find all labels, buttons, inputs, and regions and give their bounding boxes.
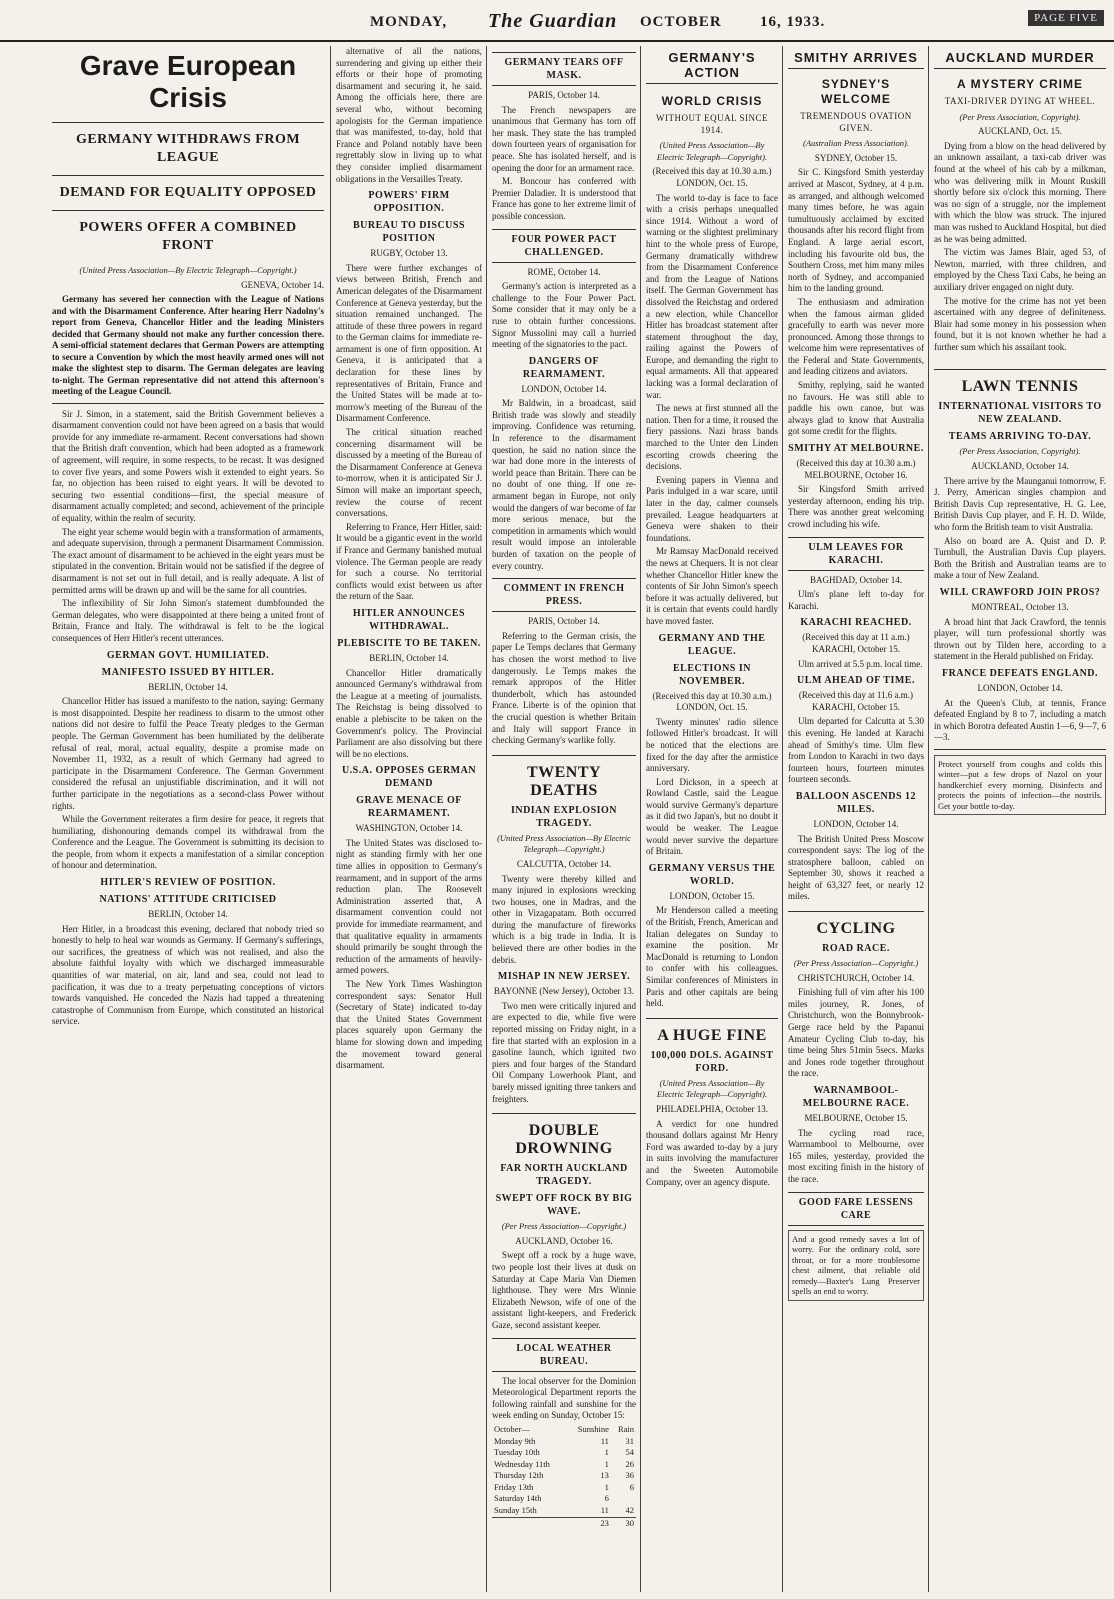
subheading: SWEPT OFF ROCK BY BIG WAVE. — [495, 1193, 633, 1218]
subheading: WITHOUT EQUAL SINCE 1914. — [656, 113, 768, 135]
masthead-title: The Guardian — [488, 10, 618, 32]
dateline: LONDON, October 15. — [669, 890, 755, 901]
dateline: AUCKLAND, October 14. — [971, 461, 1069, 472]
column-rule — [782, 46, 783, 1592]
dateline: LONDON, October 14. — [977, 682, 1063, 693]
subheading: SYDNEY'S WELCOME — [821, 77, 891, 106]
subheading: TREMENDOUS OVATION GIVEN. — [800, 111, 912, 133]
article-paragraph: Evening papers in Vienna and Paris indulged in a war scare, until later in the day, calmer counsels prevailed. League headquarters at Geneva were shaken to their foundations. — [646, 474, 778, 543]
article-paragraph: A verdict for one hundred thousand dollars against Mr Henry Ford was awarded to-day by a jury in suits involving the manufacturer and the Sweeten Automobile Company, over an agency dispute. — [646, 1118, 778, 1187]
table-cell: 1 — [604, 1458, 609, 1469]
dateline: LONDON, October 14. — [521, 383, 607, 394]
article-paragraph: Also on board are A. Quist and D. P. Turnbull, the Australian Davis Cup players. Both the British and Australian teams are to make a tour of New Zealand. — [934, 535, 1106, 581]
dateline: WASHINGTON, October 14. — [355, 823, 463, 834]
headline-huge-fine: A HUGE FINE — [646, 1018, 778, 1045]
subheading: INTERNATIONAL VISITORS TO NEW ZEALAND. — [938, 401, 1102, 426]
section-heading: POWERS' FIRM OPPOSITION. — [368, 190, 450, 215]
credit: (Per Press Association, Copyright). — [959, 111, 1081, 122]
headline-double-drowning: DOUBLE DROWNING — [492, 1113, 636, 1158]
article-paragraph: The local observer for the Dominion Meteorological Department reports the following rainfall and sunshine for the week ending on Sunday, October 15: — [492, 1375, 636, 1421]
headline-twenty-deaths: TWENTY DEATHS — [492, 755, 636, 800]
dateline: PHILADELPHIA, October 13. — [656, 1103, 768, 1114]
dateline: PARIS, October 14. — [528, 616, 600, 627]
column-6 — [934, 46, 1106, 1592]
section-heading: GERMANY AND THE LEAGUE. — [658, 632, 766, 657]
section-heading: GERMAN GOVT. HUMILIATED. — [106, 649, 270, 661]
lead-dateline: GENEVA, October 14. — [241, 279, 324, 290]
table-cell: 30 — [625, 1517, 634, 1528]
table-cell — [611, 1493, 636, 1505]
section-heading: BALLOON ASCENDS 12 MILES. — [795, 790, 917, 815]
section-subheading: GRAVE MENACE OF REARMAMENT. — [356, 795, 462, 820]
masthead-date: 16, 1933. — [760, 14, 826, 30]
article-paragraph: Twenty were thereby killed and many injured in explosions wrecking two houses, one in Madras, and the other in Vizagapatam. Both occurred during the manufacture of fireworks which is a big trade in India. It is believed there are other bodies in the debris. — [492, 873, 636, 965]
advertisement: And a good remedy saves a lot of worry. For the ordinary cold, sore throat, or for a more troublesome chest ailment, that reliable old remedy—Baxter's Lung Preserver spells an end to worry. — [788, 1230, 924, 1301]
dateline: AUCKLAND, October 16. — [515, 1235, 613, 1246]
divider — [934, 749, 1106, 750]
section-heading: MISHAP IN NEW JERSEY. — [497, 971, 631, 983]
subheading: INDIAN EXPLOSION TRAGEDY. — [510, 804, 618, 829]
table-cell: 1 — [604, 1481, 609, 1492]
table-header: October— — [494, 1423, 530, 1434]
table-cell: Friday 13th — [494, 1481, 534, 1492]
dateline: LONDON, October 14. — [813, 818, 899, 829]
table-cell: 42 — [625, 1505, 634, 1516]
subheading: A MYSTERY CRIME — [957, 77, 1083, 91]
article-paragraph: Swept off a rock by a huge wave, two people lost their lives at dusk on Saturday at Cape Maria Van Diemen lighthouse. They were Mrs Winnie Elizabeth Newson, wife of one of the assistant light-keepers, and Frederick Gaze, second assistant keeper. — [492, 1250, 636, 1330]
dateline: RUGBY, October 13. — [370, 248, 448, 259]
article-paragraph: The United States was disclosed to-night as standing firmly with her one time allies in opposition to Germany's rearmament, and in support of the arms reduction plan. The Roosevelt Administration asserted that, A disarmament convention could not provide for immediate rearmament, and that qualitative equality in armaments should primarily be sought through the reduction of the armaments of heavily-armed powers. — [336, 837, 482, 976]
dateline: CHRISTCHURCH, October 14. — [797, 972, 915, 983]
advertisement: Protect yourself from coughs and colds this winter—put a few drops of Nazol on your handkerchief every morning. Disinfects and protects the points of infection—the nostrils. Get your bottle to-day. — [934, 755, 1106, 816]
article-paragraph: The enthusiasm and admiration when the famous airman glided gracefully to earth was never more pronounced. Among those throngs to welcome him were representatives of the Federal and State Governments, and leading citizens and aviators. — [788, 296, 924, 377]
lead-credit: (United Press Association—By Electric Telegraph—Copyright.) — [79, 265, 297, 275]
dateline: MONTREAL, October 13. — [971, 602, 1069, 612]
section-heading: HITLER ANNOUNCES WITHDRAWAL. — [352, 607, 466, 632]
article-paragraph: Ulm arrived at 5.5 p.m. local time. — [798, 658, 923, 669]
credit: (United Press Association—By Electric Telegraph—Copyright.) — [497, 832, 631, 855]
article-paragraph: Germany's action is interpreted as a challenge to the Four Power Pact. Some consider that it may only be a ruse to obtain further concessions. Signor Mussolini may call a hurried meeting of the signatories to the pact. — [492, 281, 636, 350]
table-cell: Thursday 12th — [494, 1470, 544, 1481]
weather-table — [492, 1424, 636, 1529]
page-number: PAGE FIVE — [1028, 10, 1104, 26]
dateline: BERLIN, October 14. — [148, 909, 228, 920]
dateline: PARIS, October 14. — [528, 90, 600, 100]
section-heading: GERMANY VERSUS THE WORLD. — [648, 862, 776, 887]
masthead-month: OCTOBER — [640, 14, 722, 30]
column-5 — [788, 46, 924, 1592]
dateline: (Received this day at 11 a.m.) KARACHI, October 15. — [802, 632, 910, 654]
advertisement-heading: GOOD FARE LESSENS CARE — [788, 1192, 924, 1226]
table-row — [492, 1470, 636, 1482]
article-paragraph: Sir Kingsford Smith arrived yesterday afternoon, ending his trip. There was another great welcoming crowd including his wife. — [788, 484, 924, 529]
credit: (Per Press Association—Copyright.) — [501, 1221, 627, 1232]
table-cell: Tuesday 10th — [494, 1447, 540, 1458]
table-row — [492, 1436, 636, 1448]
table-row — [492, 1447, 636, 1459]
dateline: (Received this day at 10.30 a.m.) MELBOURNE, October 16. — [796, 458, 916, 480]
lead-story — [52, 46, 324, 1592]
headline-cycling: CYCLING — [788, 911, 924, 938]
dateline: ROME, October 14. — [527, 266, 601, 277]
column-rule — [928, 46, 929, 1592]
section-subheading: PLEBISCITE TO BE TAKEN. — [337, 637, 481, 649]
article-paragraph: There were further exchanges of views between British, French and American delegates of the Disarmament Conference at Geneva yesterday, but the situation remained unchanged. The attitude of these three powers in regard to the German claims for immediate re-armament is one of firm opposition. At Geneva, it is anticipated that a declaration for these lines by representatives of Britain, France and the United States will be made at to-morrow's meeting of the Bureau of the Disarmament Conference. — [336, 262, 482, 424]
article-paragraph: Mr Baldwin, in a broadcast, said British trade was slowly and steadily improving. Confidence was returning. In reference to the disarmament question, he said no nation since the war had done more in the interests of world peace than Britain. There can be no doubt of one thing. If one re-armament began in Europe, not only would the dangers of war become of far more serious menace, but the competition in armaments which would result would impose an intolerable burden of taxation on the people of every country. — [492, 398, 636, 571]
table-row — [492, 1493, 636, 1505]
article-paragraph: Twenty minutes' radio silence followed Hitler's broadcast. It will be noticed that the elections are fixed for the day after the armistice anniversary. — [646, 716, 778, 774]
headline-auckland-murder: AUCKLAND MURDER — [934, 50, 1106, 69]
article-paragraph: The victim was James Blair, aged 53, of Newton, married, with three children, and employed by the Chess Taxi Cabs, he being an auxiliary driver engaged on night duty. — [934, 247, 1106, 292]
article-paragraph: Lord Dickson, in a speech at Rowland Castle, said the League would survive Germany's departure as it did two Japan's, but no doubt it would be weaker. The League would never survive the departure of Britain. — [646, 776, 778, 857]
column-3 — [492, 46, 636, 1592]
dateline: BAGHDAD, October 14. — [810, 574, 902, 585]
lead-paragraph: While the Government reiterates a firm desire for peace, it regrets that humiliating, dishonouring demands compel its withdrawal from the Conference and the League. The Government is submitting its decision to the people, from whom it expects a manifestation of a similar conception of honour and determination. — [52, 814, 324, 871]
article-paragraph: The news at first stunned all the nation. Then for a time, it roused the fiery passions. Nazi brass bands marched to the Unter den Linden escorting crowds cheering the decisions. — [646, 403, 778, 472]
section-heading: SMITHY AT MELBOURNE. — [788, 443, 924, 455]
article-paragraph: Referring to France, Herr Hitler, said: It would be a gigantic event in the world if France and Germany banished mutual violence. The German people are ready for such a course. No territorial conflicts would exist between us after the return of the Saar. — [336, 521, 482, 602]
subheading: WORLD CRISIS — [661, 94, 763, 108]
dateline: BAYONNE (New Jersey), October 13. — [493, 986, 635, 997]
credit: (United Press Association—By Electric Telegraph—Copyright). — [656, 140, 768, 162]
article-paragraph: Two men were critically injured and are expected to die, while five were reported missing on Friday night, in a fire that started with an explosion in a gasoline launch, which ignited two piers and four barges of the Standard Oil Company Lowerhook Plant, and barely missed igniting three tankers and freighters. — [492, 1000, 636, 1104]
table-cell: 6 — [629, 1481, 634, 1492]
article-paragraph: At the Queen's Club, at tennis, France defeated England by 8 to 7, including a match in which Borotra defeated Austin 1—6, 9—7, 6—3. — [934, 697, 1106, 743]
dateline: BERLIN, October 14. — [148, 681, 228, 692]
section-heading: FRANCE DEFEATS ENGLAND. — [941, 667, 1099, 679]
article-paragraph: The French newspapers are unanimous that Germany has torn off her mask. They state the has trampled down fourteen years of organisation for peace. She has isolated herself, and is opening the door for an armament race. — [492, 104, 636, 173]
article-paragraph: Finishing full of vim after his 100 miles journey, R. Jones, of Christchurch, won the Bonnybrook-Gerge race held by the Papanui Amateur Cycling Club to-day, his time being 5hrs 51min 5secs. Marks and Jones rode together throughout the race. — [788, 987, 924, 1079]
section-heading: GERMANY TEARS OFF MASK. — [492, 52, 636, 86]
article-paragraph: alternative of all the nations, surrendering and giving up either their efforts or their hope of promoting disarmament and securing it, he said. Among the officials here, there are several who, without becoming apologists for the German impatience that was manifested, to-day, hold that France and Poland notably have been regrettably slow in living up to what they consider implied disarmament obligations in the Versailles Treaty. — [336, 46, 482, 184]
table-cell: 26 — [625, 1458, 634, 1469]
divider — [52, 403, 324, 404]
article-paragraph: M. Boncour has conferred with Premier Daladier. It is understood that France has gone to her extreme limit of possible concession. — [492, 176, 636, 221]
subheading: ROAD RACE. — [822, 943, 890, 955]
article-paragraph: Dying from a blow on the head delivered by an unknown assailant, a taxi-cab driver was found at the wheel of his cab by a milkman, who was delivering milk in Mount Ruskill shortly before six o'clock this morning. There was no sign of a struggle, nor the implement with which the blow was struck. The injured man was rushed to Auckland Hospital, but died as he was being admitted. — [934, 140, 1106, 244]
article-paragraph: The New York Times Washington correspondent says: Senator Hull (Secretary of State) indicated to-day that the United States Government places squarely upon Germany the blame for slowing down and impeding the movement toward general disarmament. — [336, 979, 482, 1071]
table-header: Sunshine — [577, 1423, 609, 1434]
table-cell: Saturday 14th — [494, 1493, 542, 1504]
subheading: TAXI-DRIVER DYING AT WHEEL. — [944, 96, 1096, 106]
section-heading: ULM LEAVES FOR KARACHI. — [788, 537, 924, 571]
lead-deck-3: POWERS OFFER A COMBINED FRONT — [52, 210, 324, 255]
lead-summary: Germany has severed her connection with the League of Nations and with the Disarmament Conference. After hearing Herr Nadolny's report from Geneva, Chancellor Hitler and the leading Ministers decided that Germany should not make any further concession there. A semi-official statement declares that German Powers are attempting to secure a Convention by which the most heavily armed ones will not make the slightest step to disarm. The German delegates are leaving to-night. The German representative did not attend this afternoon's meeting of the League Council. — [52, 294, 324, 397]
credit: (Per Press Association—Copyright.) — [793, 958, 919, 969]
article-paragraph: The British United Press Moscow correspondent says: The log of the stratosphere balloon, cabled on September 30, shows it reached a height of 63,327 feet, or nearly 12 miles. — [788, 833, 924, 902]
table-cell — [492, 1517, 567, 1529]
article-paragraph: The world to-day is face to face with a crisis perhaps unequalled since 1914. Without a word of warning or the slightest preliminary hint to the whole press of Europe, Germany dramatically withdrew from the Disarmament Conference and from the League of Nations itself. The German Government has dissolved the Reichstag and ordered a new election, while Chancellor Hitler has broadcast statement after statement throughout the day, railing against the Powers of Europe, and demanding the right to equal armaments. All that appeared lacking was a formal declaration of war. — [646, 192, 778, 400]
dateline: SYDNEY, October 15. — [814, 152, 898, 163]
table-cell: Sunday 15th — [494, 1505, 537, 1516]
table-row — [492, 1505, 636, 1517]
headline-smithy-arrives: SMITHY ARRIVES — [788, 50, 924, 69]
section-heading: ULM AHEAD OF TIME. — [797, 675, 915, 687]
dateline: AUCKLAND, Oct. 15. — [978, 126, 1062, 137]
section-heading: WARNAMBOOL-MELBOURNE RACE. — [802, 1085, 910, 1109]
table-cell: Monday 9th — [494, 1435, 536, 1446]
credit: (United Press Association—By Electric Telegraph—Copyright). — [656, 1077, 768, 1100]
masthead-day: MONDAY, — [370, 14, 448, 30]
table-total-row — [492, 1517, 636, 1529]
table-row — [492, 1482, 636, 1494]
table-cell: 1 — [604, 1447, 609, 1458]
article-paragraph: A broad hint that Jack Crawford, the tennis player, will turn professional shortly was thrown out by Tilden here, according to a statement in the Herald published on Friday. — [934, 616, 1106, 662]
column-rule — [330, 46, 331, 1592]
dateline: (Received this day at 10.30 a.m.) LONDON, Oct. 15. — [652, 690, 772, 713]
article-paragraph: The motive for the crime has not yet been ascertained with any degree of definiteness. Blair had some money in his possession when found, but it is not known whether he had a further sum which his assailant took. — [934, 295, 1106, 352]
section-subheading: ELECTIONS IN NOVEMBER. — [673, 662, 751, 687]
headline-germanys-action: GERMANY'S ACTION — [646, 50, 778, 84]
dateline: (Received this day at 10.30 a.m.) LONDON, Oct. 15. — [652, 166, 772, 188]
dateline: MELBOURNE, October 15. — [804, 1113, 908, 1123]
column-rule — [486, 46, 487, 1592]
subheading: 100,000 DOLS. AGAINST FORD. — [650, 1049, 774, 1074]
section-heading: DANGERS OF REARMAMENT. — [522, 355, 606, 380]
section-heading: HITLER'S REVIEW OF POSITION. — [100, 877, 276, 889]
subheading: FAR NORTH AUCKLAND TRAGEDY. — [500, 1163, 628, 1188]
section-heading: FOUR POWER PACT CHALLENGED. — [492, 229, 636, 263]
article-paragraph: The cycling road race, Warrnambool to Melbourne, over 165 miles, yesterday, provided the most exciting finish in the history of the race. — [788, 1127, 924, 1184]
table-cell: 6 — [604, 1493, 609, 1504]
section-subheading: NATIONS' ATTITUDE CRITICISED — [99, 894, 277, 906]
article-paragraph: Ulm's plane left to-day for Karachi. — [788, 589, 924, 611]
column-2 — [336, 46, 482, 1592]
table-cell: 54 — [625, 1447, 634, 1458]
table-row — [492, 1459, 636, 1471]
article-paragraph: Referring to the German crisis, the paper Le Temps declares that Germany has chosen the worst method to live dangerously. Le Temps makes the remark appropos of the Hitler thunderbolt, which has astounded France. Liberte is of the opinion that the crucial question is whether Britain and Italy will support France in checking Germany's warlike folly. — [492, 630, 636, 746]
table-cell: 11 — [600, 1435, 609, 1446]
lead-deck-1: GERMANY WITHDRAWS FROM LEAGUE — [52, 122, 324, 167]
dateline: (Received this day at 11.6 a.m.) KARACHI, October 15. — [798, 690, 914, 712]
article-paragraph: The critical situation reached concerning disarmament will be discussed by a meeting of the Bureau of the Disarmament Conference at Geneva to-morrow, when it is anticipated Sir J. Simon will make an important speech, review the course of recent conversations. — [336, 427, 482, 519]
headline-lawn-tennis: LAWN TENNIS — [934, 369, 1106, 396]
table-cell: 13 — [600, 1470, 609, 1481]
masthead — [0, 0, 1114, 42]
article-paragraph: Mr Henderson called a meeting of the British, French, American and Italian delegates on Sunday to examine the position. Mr MacDonald is returning to London to confer with his colleagues. Similar conferences of Ministers in Paris and other capitals are being held. — [646, 905, 778, 1009]
section-heading: KARACHI REACHED. — [800, 617, 912, 629]
section-heading: COMMENT IN FRENCH PRESS. — [492, 578, 636, 612]
dateline: BERLIN, October 14. — [369, 652, 449, 663]
table-cell: Wednesday 11th — [494, 1458, 550, 1469]
article-paragraph: Chancellor Hitler dramatically announced Germany's withdrawal from the League at a meeting of journalists. The Reichstag is being dissolved to enable a plebiscite to be taken on the Government's policy. The Provincial Parliament are also dissolving but there will be no elections. — [336, 667, 482, 759]
table-cell: 36 — [625, 1470, 634, 1481]
lead-paragraph: Herr Hitler, in a broadcast this evening, declared that nobody tried so honestly to help to heal war wounds as Germany. If Germany's sufferings, our sacrifices, the greatness of which was not realised, and also the absolute faithful loyalty with which we discharged immeasurable quantities of war material, on air, land and sea, could not lead to pacification, it was due to a treaty perpetuating conceptions of victors towards vanquished. He conceded the Nazis had tapped a threatening catastrophe of Communism from Europe, which constituted an historical service. — [52, 923, 324, 1027]
table-header-row — [492, 1424, 636, 1436]
table-cell: 23 — [600, 1517, 609, 1528]
dateline: CALCUTTA, October 14. — [516, 858, 612, 869]
table-cell: 11 — [600, 1505, 609, 1516]
article-paragraph: Smithy, replying, said he wanted no favours. He was still able to paddle his own canoe, but was always glad to know that Australia got some credit for the flights. — [788, 380, 924, 437]
section-subheading: MANIFESTO ISSUED BY HITLER. — [101, 666, 275, 678]
credit: (Per Press Association, Copyright). — [959, 446, 1081, 457]
table-header: Rain — [617, 1423, 634, 1434]
lead-paragraph: Sir J. Simon, in a statement, said the British Government believes a disarmament convention could not have been agreed on a basis that would provide for any immediate re-armament. Recent conversations had shown that the British draft convention, which had been adopted as a framework of agreement, will require, in some respects, to be recast. It was designed to cover five years, and some Powers wish it extended to eight years. So far, no objection has been raised to eight years. It will be devoted to securing two essential conditions—first, the special measure of disarmament actually completed; and second, achievement of the principle of equality, within the realm of security. — [52, 408, 324, 524]
table-cell: 31 — [625, 1435, 634, 1446]
article-paragraph: Mr Ramsay MacDonald received the news at Chequers. It is not clear whether Chancellor Hitler knew the contents of Sir John Simon's speech before it was actually delivered, but it is certain that events could hardly have moved faster. — [646, 546, 778, 626]
column-4 — [646, 46, 778, 1592]
article-paragraph: Sir C. Kingsford Smith yesterday arrived at Mascot, Sydney, at 4 p.m. as arranged, and although welcomed many times before, he was again tumultuously acclaimed by excited thousands after his record flight from England. A large aerial escort, including his favourite old bus, the Southern Cross, met him many miles north of Sydney, and accompanied him to the landing ground. — [788, 167, 924, 294]
lead-paragraph: The inflexibility of Sir John Simon's statement dumbfounded the German delegates, who were disappointed at there being a united front of Britain, France and Italy. The withdrawal is felt to be the logical consequences of Herr Hitler's recent utterances. — [52, 598, 324, 643]
section-heading: WILL CRAWFORD JOIN PROS? — [939, 587, 1101, 598]
article-paragraph: There arrive by the Maunganui tomorrow, F. J. Perry, American singles champion and British Davis Cup representative, H. G. Lee, British Davis Cup player, and F. H. D. Wilde, who form the British team to visit Australia. — [934, 475, 1106, 533]
lead-paragraph: The eight year scheme would begin with a transformation of armaments, and adequate supervision, through a permanent Disarmament Commission. The exact amount of disarmament to be achieved in the eight years must be stipulated in the convention. Britain would not be satisfied if the degree of disarmament is not set out in full detail, and is really adequate. A list of permitted arms will be drawn up and will be the same for all countries. — [52, 526, 324, 595]
article-paragraph: Ulm departed for Calcutta at 5.30 this evening. He landed at Karachi ahead of Smithy's time. Ulm flew from London to Karachi in two days fourteen hours, fourteen minutes fourteen seconds. — [788, 716, 924, 785]
section-subheading: BUREAU TO DISCUSS POSITION — [352, 220, 466, 245]
lead-deck-2: DEMAND FOR EQUALITY OPPOSED — [52, 175, 324, 202]
column-rule — [640, 46, 641, 1592]
lead-paragraph: Chancellor Hitler has issued a manifesto to the nation, saying: Germany is most disappointed. Despite her readiness to disarm to the utmost other nations did not desire to fulfil the Peace Treaty pledges to the German people. The German Government has been humiliated by the deliberate refusal of real, moral, actual equality, despite a promise made on November 11, 1932, as a result of which Germany had agreed to participate in the Disarmament Conference. The German Government considered the refusal an unjustifiable discrimination, and it will not further participate in the negotiations as a second-class Power without rights. — [52, 696, 324, 811]
lead-headline: Grave European Crisis — [79, 50, 297, 113]
section-heading: LOCAL WEATHER BUREAU. — [492, 1338, 636, 1372]
section-heading: U.S.A. OPPOSES GERMAN DEMAND — [341, 765, 477, 790]
credit: (Australian Press Association). — [802, 138, 909, 149]
subheading: TEAMS ARRIVING TO-DAY. — [948, 431, 1092, 443]
